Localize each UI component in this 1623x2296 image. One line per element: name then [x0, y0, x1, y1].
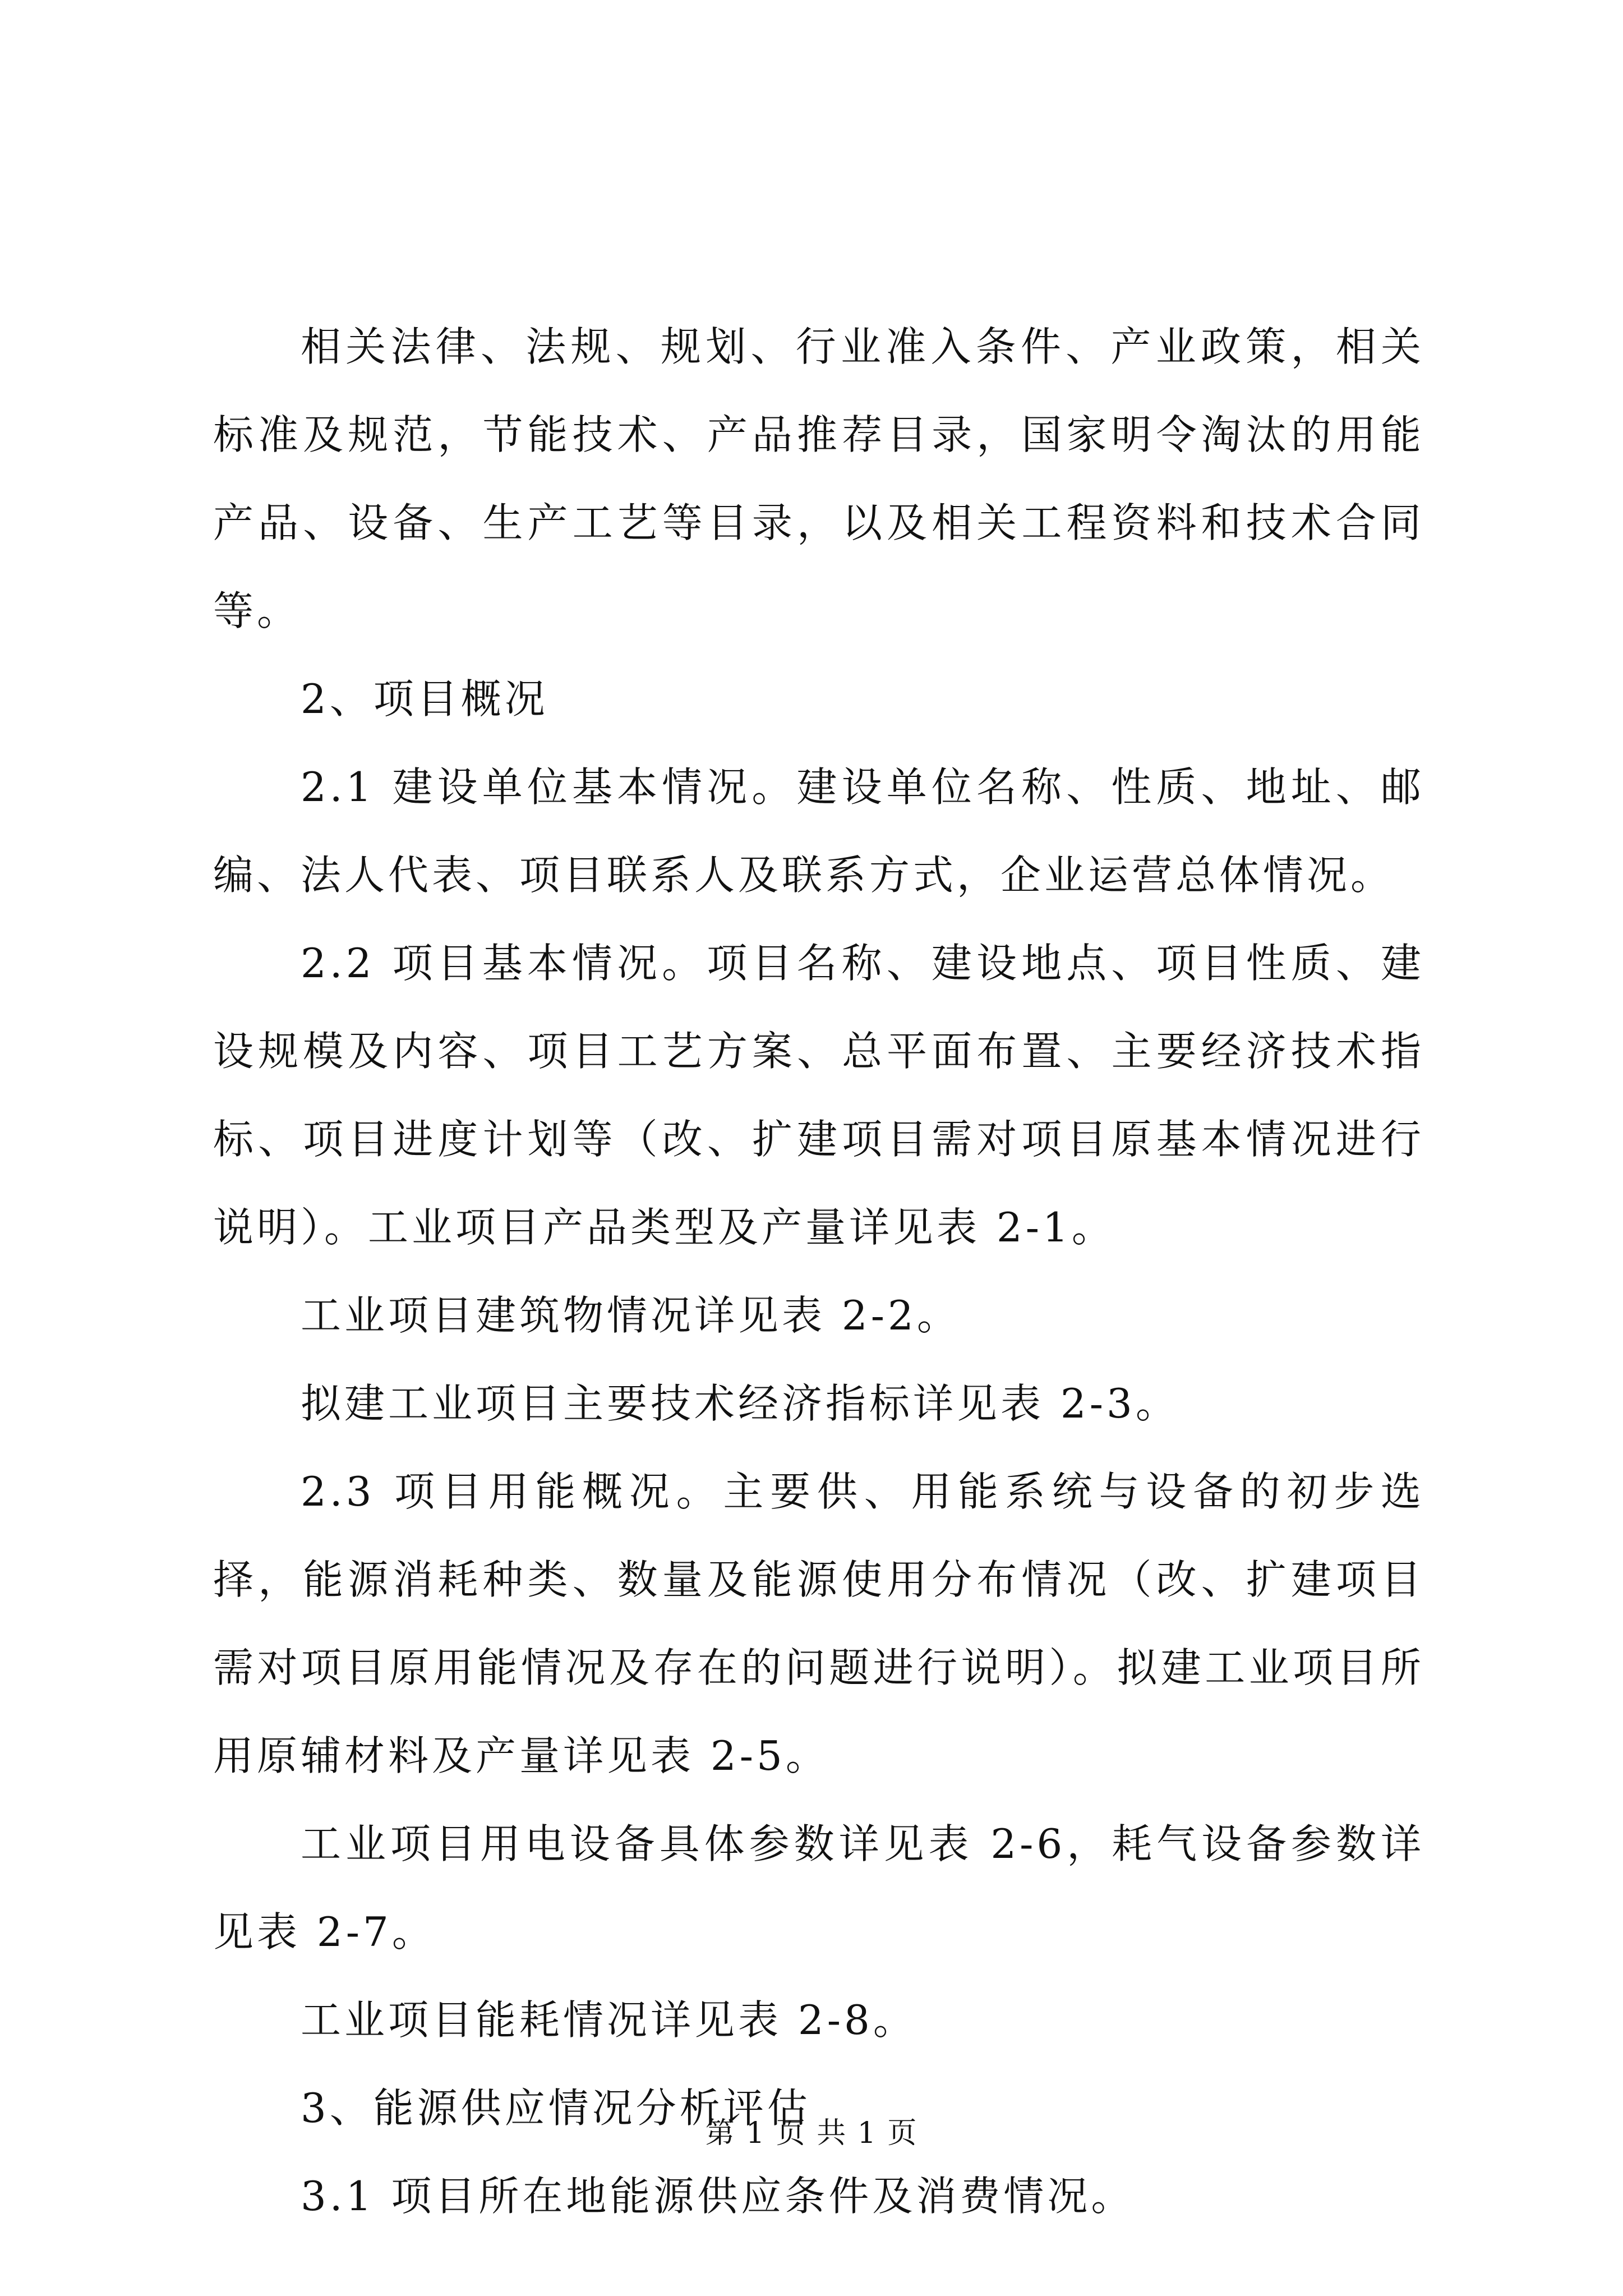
- document-body: [213, 303, 1424, 2240]
- heading-project-overview: 2、项目概况: [301, 675, 548, 723]
- paragraph-table-2-6: 工业项目用电设备具体参数详见表 2-6，耗气设备参数详见表 2-7。: [213, 1820, 1424, 1955]
- paragraph-table-2-8: 工业项目能耗情况详见表 2-8。: [301, 1996, 917, 2044]
- page-number-footer: 第 1 页 共 1 页: [705, 2116, 918, 2150]
- heading-energy-supply: 3、能源供应情况分析评估: [301, 2085, 811, 2132]
- paragraph-references: 相关法律、法规、规划、行业准入条件、产业政策，相关标准及规范，节能技术、产品推荐目录，国家明令淘汰的用能产品、设备、生产工艺等目录，以及相关工程资料和技术合同等。: [213, 323, 1424, 634]
- paragraph-2-1: 2.1 建设单位基本情况。建设单位名称、性质、地址、邮编、法人代表、项目联系人及联系方式，企业运营总体情况。: [213, 763, 1424, 899]
- paragraph-table-2-3: 拟建工业项目主要技术经济指标详见表 2-3。: [301, 1380, 1179, 1427]
- paragraph-2-2: 2.2 项目基本情况。项目名称、建设地点、项目性质、建设规模及内容、项目工艺方案、总平面布置、主要经济技术指标、项目进度计划等（改、扩建项目需对项目原基本情况进行说明）。工业项目产品类型及产量详见表 2-1。: [213, 940, 1424, 1251]
- paragraph-2-3: 2.3 项目用能概况。主要供、用能系统与设备的初步选择，能源消耗种类、数量及能源使用分布情况（改、扩建项目需对项目原用能情况及存在的问题进行说明）。拟建工业项目所用原辅材料及产量详见表 2-5。: [213, 1468, 1424, 1779]
- paragraph-table-2-2: 工业项目建筑物情况详见表 2-2。: [301, 1292, 961, 1339]
- paragraph-3-1: 3.1 项目所在地能源供应条件及消费情况。: [301, 2173, 1135, 2220]
